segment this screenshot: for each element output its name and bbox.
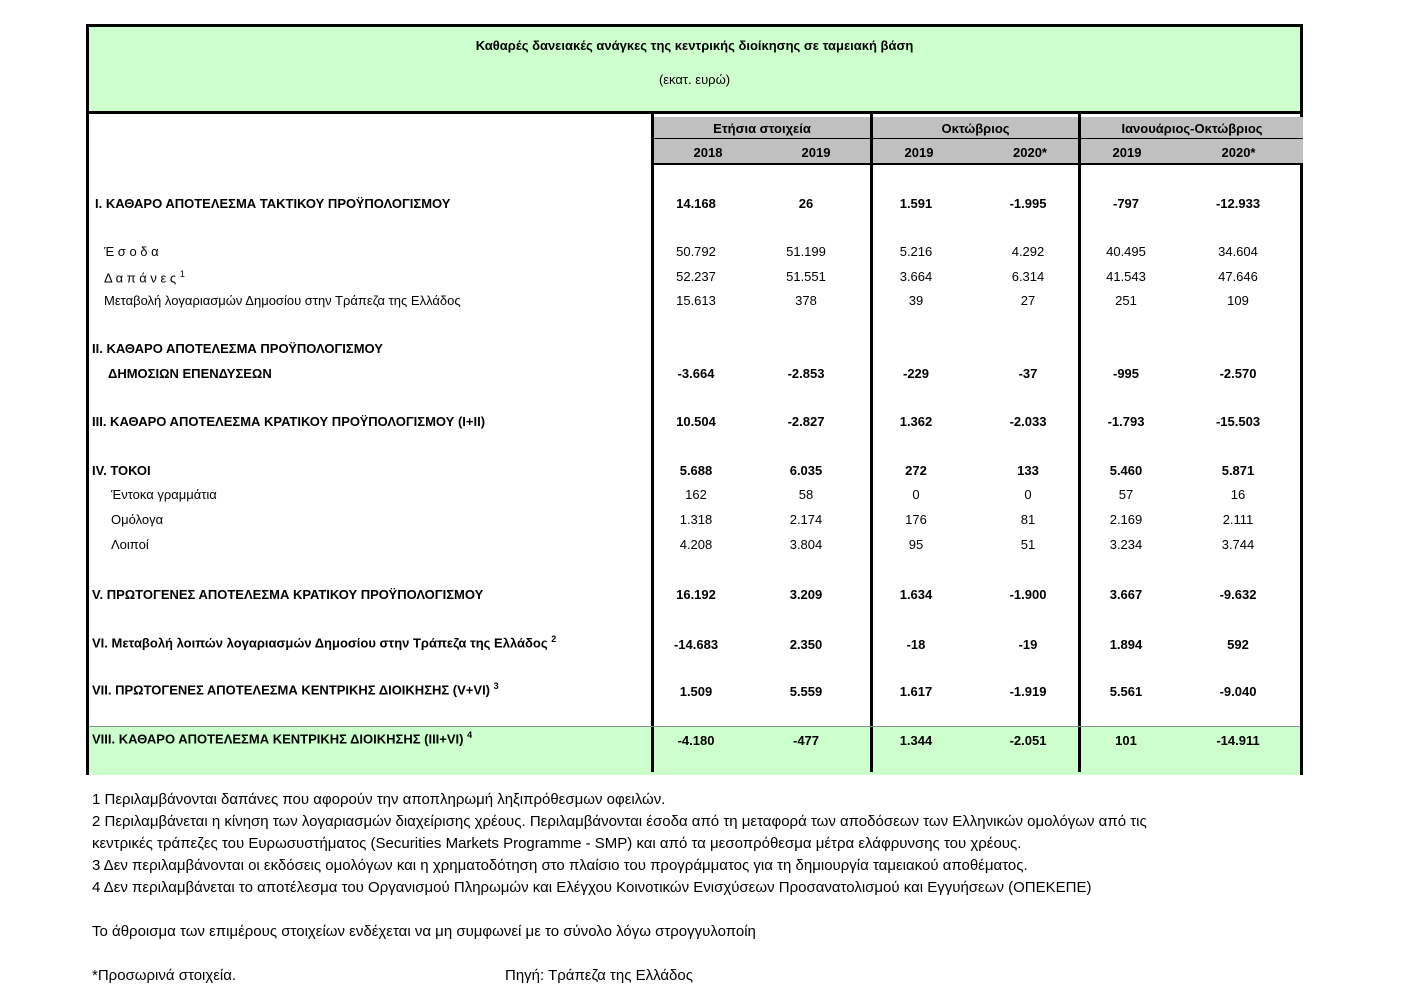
cell: 5.688 (679, 463, 713, 478)
cell: 5.460 (1109, 463, 1143, 478)
cell: 378 (795, 293, 817, 308)
cell: 5.871 (1221, 463, 1255, 478)
cell: 51.199 (786, 244, 826, 259)
row-II-b (89, 366, 1300, 384)
row-label: I. ΚΑΘΑΡΟ ΑΠΟΤΕΛΕΣΜΑ ΤΑΚΤΙΚΟΥ ΠΡΟΫΠΟΛΟΓΙΣΜΟΥ (95, 196, 451, 211)
footnote-marker: 1 (179, 269, 185, 279)
cell: 109 (1227, 293, 1249, 308)
cell: 41.543 (1106, 269, 1146, 284)
footnote-marker: 2 (551, 634, 557, 644)
group-header-jan-oct (1081, 117, 1303, 163)
cell: 1.617 (899, 684, 933, 699)
cell: -2.033 (1009, 414, 1047, 429)
row-label-text: Δ α π ά ν ε ς (104, 270, 177, 286)
cell: -2.570 (1219, 366, 1257, 381)
cell: -4.180 (677, 733, 715, 748)
cell: 162 (685, 487, 707, 502)
cell: 51.551 (786, 269, 826, 284)
footnote-marker: 3 (493, 681, 499, 691)
unit-label: (εκατ. ευρώ) (658, 72, 731, 87)
cell: 15.613 (676, 293, 716, 308)
cell: 5.216 (899, 244, 933, 259)
cell: -19 (1018, 637, 1038, 652)
cell: 2.350 (789, 637, 823, 652)
cell: -229 (902, 366, 930, 381)
cell: 1.318 (679, 512, 713, 527)
cell: 51 (1020, 537, 1036, 552)
cell: 52.237 (676, 269, 716, 284)
row-label: Έ σ ο δ α (104, 244, 159, 259)
row-label (92, 730, 472, 746)
row-VII (89, 681, 1300, 699)
cell: -797 (1112, 196, 1140, 211)
cell: 1.894 (1109, 637, 1143, 652)
cell: 6.314 (1011, 269, 1045, 284)
cell: 40.495 (1106, 244, 1146, 259)
row-dapanes (89, 269, 1300, 287)
row-II-a (89, 341, 1300, 359)
table-frame (86, 24, 1303, 775)
year-label: 2019 (1112, 145, 1142, 160)
cell: -3.664 (677, 366, 715, 381)
cell: -9.040 (1219, 684, 1257, 699)
cell: 101 (1115, 733, 1137, 748)
year-label: 2019 (801, 145, 831, 160)
row-label-text: VIII. ΚΑΘΑΡΟ ΑΠΟΤΕΛΕΣΜΑ ΚΕΝΤΡΙΚΗΣ ΔΙΟΙΚΗΣΗΣ (III+VI) (92, 731, 464, 747)
cell: -1.995 (1009, 196, 1047, 211)
row-IV (89, 463, 1300, 481)
cell: 16 (1230, 487, 1246, 502)
footnote-3: 3 Δεν περιλαμβάνονται οι εκδόσεις ομολόγων και η χρηματοδότηση στο πλαίσιο του προγράμματος για τη δημιουργία ταμειακού αποθέματος. (92, 857, 1028, 874)
cell: -14.683 (673, 637, 719, 652)
row-label (104, 269, 185, 285)
cell: 4.292 (1011, 244, 1045, 259)
row-label: Λοιποί (111, 537, 149, 552)
cell: -15.503 (1215, 414, 1261, 429)
row-label: V. ΠΡΩΤΟΓΕΝΕΣ ΑΠΟΤΕΛΕΣΜΑ ΚΡΑΤΙΚΟΥ ΠΡΟΫΠΟΛΟΓΙΣΜΟΥ (92, 587, 484, 602)
cell: 3.667 (1109, 587, 1143, 602)
row-label-text: VII. ΠΡΩΤΟΓΕΝΕΣ ΑΠΟΤΕΛΕΣΜΑ ΚΕΝΤΡΙΚΗΣ ΔΙΟΙΚΗΣΗΣ (V+VI) (92, 682, 491, 698)
cell: 3.664 (899, 269, 933, 284)
group-header-october (873, 117, 1078, 163)
cell: -12.933 (1215, 196, 1261, 211)
cell: 3.234 (1109, 537, 1143, 552)
cell: -37 (1018, 366, 1038, 381)
row-label: IV. ΤΟΚΟΙ (92, 463, 151, 478)
cell: 3.744 (1221, 537, 1255, 552)
row-label (92, 681, 499, 697)
row-label: II. ΚΑΘΑΡΟ ΑΠΟΤΕΛΕΣΜΑ ΠΡΟΫΠΟΛΟΓΙΣΜΟΥ (92, 341, 383, 356)
cell: 47.646 (1218, 269, 1258, 284)
cell: -1.793 (1107, 414, 1145, 429)
cell: -14.911 (1216, 733, 1260, 748)
row-label (92, 634, 556, 650)
row-VI (89, 634, 1300, 652)
cell: 176 (905, 512, 927, 527)
cell: 2.174 (789, 512, 823, 527)
group-label: Οκτώβριος (941, 121, 1010, 136)
cell: 1.509 (679, 684, 713, 699)
cell: 1.344 (899, 733, 933, 748)
year-label: 2020* (1013, 145, 1047, 160)
footnote-marker: 4 (467, 730, 473, 740)
row-entoka (89, 487, 1300, 505)
year-label: 2020* (1221, 145, 1256, 160)
cell: -2.853 (787, 366, 825, 381)
group-label: Ιανουάριος-Οκτώβριος (1121, 121, 1263, 136)
cell: 133 (1017, 463, 1039, 478)
row-esoda (89, 244, 1300, 262)
cell: 58 (798, 487, 814, 502)
cell: 57 (1118, 487, 1134, 502)
row-label: Μεταβολή λογαριασμών Δημοσίου στην Τράπεζα της Ελλάδος (104, 293, 461, 308)
cell: 81 (1020, 512, 1036, 527)
cell: 26 (798, 196, 814, 211)
cell: 251 (1115, 293, 1137, 308)
row-omologa (89, 512, 1300, 530)
cell: 0 (1024, 487, 1032, 502)
row-V (89, 587, 1300, 605)
row-VIII (89, 730, 1300, 748)
cell: -1.919 (1009, 684, 1047, 699)
cell: 1.362 (899, 414, 933, 429)
footnote-4: 4 Δεν περιλαμβάνεται το αποτέλεσμα του Οργανισμού Πληρωμών και Ελέγχου Κοινοτικών Ενισχύσεων Προσανατολισμού και Εγγυήσεων (ΟΠΕΚΕΠΕ) (92, 879, 1092, 896)
cell: 34.604 (1218, 244, 1258, 259)
row-label: Ομόλογα (111, 512, 164, 527)
cell: 3.209 (789, 587, 823, 602)
cell: -1.900 (1009, 587, 1047, 602)
rounding-note: Το άθροισμα των επιμέρους στοιχείων ενδέχεται να μη συμφωνεί με το σύνολο λόγω στρογγυλοποίη (92, 923, 756, 940)
row-label: ΔΗΜΟΣΙΩΝ ΕΠΕΝΔΥΣΕΩΝ (108, 366, 272, 381)
row-label: Έντοκα γραμμάτια (111, 487, 217, 502)
row-loipoi (89, 537, 1300, 555)
cell: 95 (908, 537, 924, 552)
group-label: Ετήσια στοιχεία (713, 121, 811, 136)
cell: -477 (792, 733, 820, 748)
cell: 592 (1227, 637, 1249, 652)
highlight-top-rule (89, 726, 1300, 727)
header-rule (654, 138, 1303, 139)
footnote-2: 2 Περιλαμβάνεται η κίνηση των λογαριασμών διαχείρισης χρέους. Περιλαμβάνονται έσοδα από τη μεταφορά των αποδόσεων των Ελληνικών ομολόγων από τις (92, 813, 1147, 830)
cell: 39 (908, 293, 924, 308)
cell: -2.827 (787, 414, 825, 429)
cell: -9.632 (1219, 587, 1257, 602)
year-label: 2018 (693, 145, 723, 160)
cell: 50.792 (676, 244, 716, 259)
cell: 2.169 (1109, 512, 1143, 527)
cell: 0 (912, 487, 920, 502)
cell: 5.561 (1109, 684, 1143, 699)
table-title: Καθαρές δανειακές ανάγκες της κεντρικής διοίκησης σε ταμειακή βάση (475, 38, 914, 53)
cell: 6.035 (789, 463, 823, 478)
cell: 2.111 (1222, 512, 1254, 527)
title-band (89, 27, 1300, 114)
row-I (89, 196, 1300, 214)
cell: 5.559 (789, 684, 823, 699)
cell: 16.192 (676, 587, 716, 602)
cell: 1.591 (899, 196, 933, 211)
footnote-1: 1 Περιλαμβάνονται δαπάνες που αφορούν την αποπληρωμή ληξιπρόθεσμων οφειλών. (92, 791, 666, 808)
cell: 10.504 (676, 414, 716, 429)
row-label-text: VI. Μεταβολή λοιπών λογαριασμών Δημοσίου στην Τράπεζα της Ελλάδος (92, 635, 548, 651)
provisional-note: *Προσωρινά στοιχεία. (92, 967, 237, 984)
cell: 14.168 (676, 196, 716, 211)
cell: 4.208 (679, 537, 713, 552)
cell: 1.634 (899, 587, 933, 602)
source-note: Πηγή: Τράπεζα της Ελλάδος (505, 967, 693, 984)
cell: 3.804 (789, 537, 823, 552)
cell: 272 (905, 463, 927, 478)
row-III (89, 414, 1300, 432)
cell: 27 (1020, 293, 1036, 308)
cell: -18 (906, 637, 926, 652)
footnote-2-cont: κεντρικές τράπεζες του Ευρωσυστήματος (Securities Markets Programme - SMP) και από τα μεσοπρόθεσμα μέτρα ελάφρυνσης του χρέους. (92, 835, 1022, 852)
row-metavoli (89, 293, 1300, 311)
year-label: 2019 (904, 145, 934, 160)
cell: -2.051 (1009, 733, 1047, 748)
group-header-annual (654, 117, 870, 163)
header-bottom-rule (654, 163, 1303, 165)
cell: -995 (1112, 366, 1140, 381)
row-label: III. ΚΑΘΑΡΟ ΑΠΟΤΕΛΕΣΜΑ ΚΡΑΤΙΚΟΥ ΠΡΟΫΠΟΛΟΓΙΣΜΟΥ (I+II) (92, 414, 486, 429)
